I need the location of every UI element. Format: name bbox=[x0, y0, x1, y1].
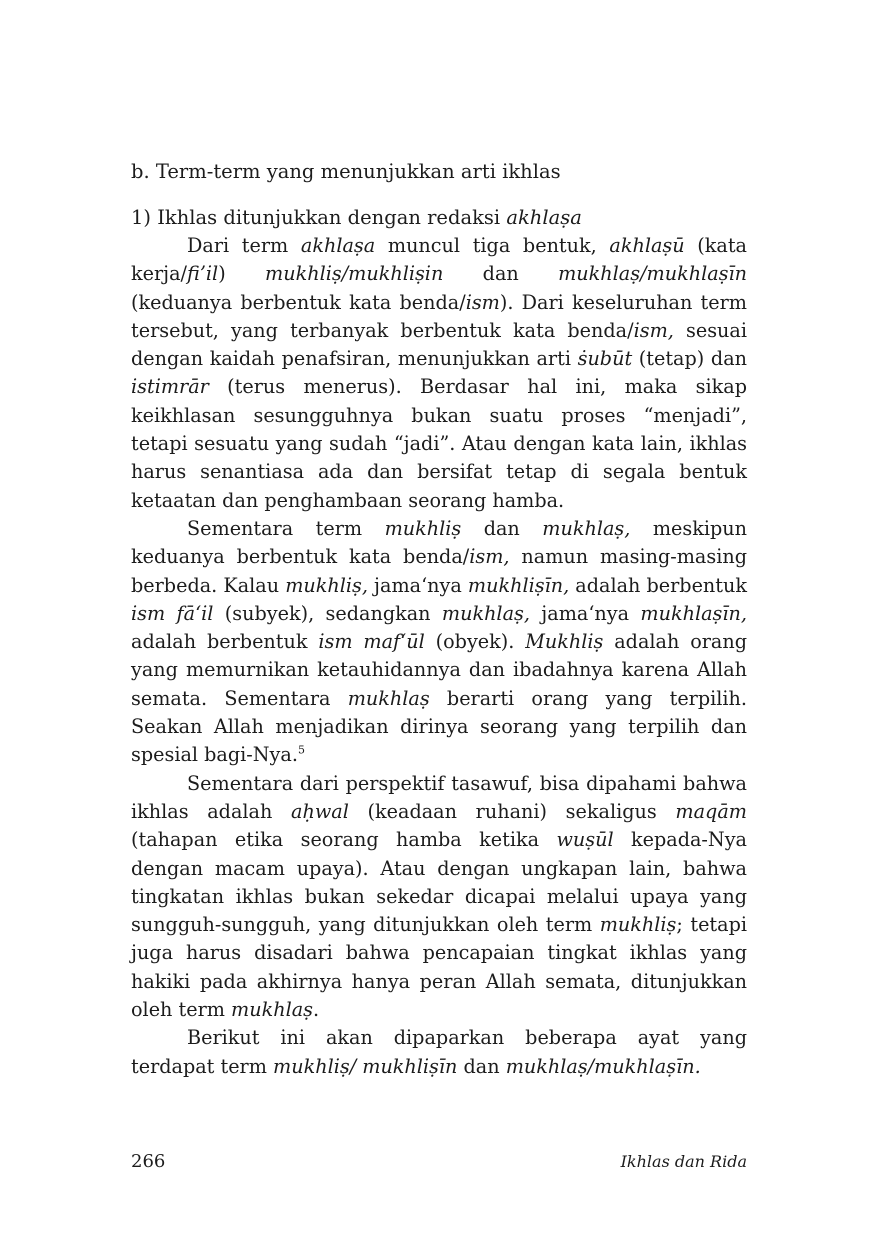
subheading-term: akhlaṣa bbox=[506, 206, 582, 229]
body-text bbox=[131, 232, 747, 1081]
text-run: (tetap) dan bbox=[632, 347, 747, 371]
text-run: ; tetapi juga harus disadari bahwa pencapaian tingkat ikhlas yang hakiki pada akhirnya hanya peran Allah semata, ditunjukkan oleh term bbox=[131, 913, 748, 1022]
text-run: (subyek), sedangkan bbox=[213, 601, 442, 625]
section-heading: b. Term-term yang menunjukkan arti ikhlas bbox=[131, 160, 561, 183]
italic-term: mukhlaṣ, bbox=[542, 516, 631, 540]
text-run: . bbox=[313, 998, 320, 1022]
text-run: Dari term bbox=[187, 234, 301, 257]
italic-term: akhlaṣa bbox=[300, 234, 376, 257]
text-run: (kata kerja/ bbox=[131, 234, 747, 286]
italic-term: mukhlaṣīn, bbox=[640, 601, 747, 625]
italic-term: akhlaṣū bbox=[609, 234, 685, 257]
text-run: (terus menerus). Berdasar hal ini, maka sikap keikhlasan sesungguhnya bukan suatu proses “menjadi”, tetapi sesuatu yang sudah “jadi”. Atau dengan kata lain, ikhlas harus senantiasa ada dan bersifat tetap di segala bentuk ketaatan dan penghambaan seorang hamba. bbox=[131, 375, 747, 512]
text-run: sesuai dengan kaidah penafsiran, menunjukkan arti bbox=[131, 318, 747, 371]
italic-term: wuṣūl bbox=[556, 828, 614, 852]
text-run: Berikut ini akan dipaparkan beberapa ayat yang terdapat term bbox=[131, 1026, 747, 1078]
text-run: adalah orang yang memurnikan ketauhidannya dan ibadahnya karena Allah semata. Sementara bbox=[131, 630, 747, 710]
text-run: ). Dari keseluruhan term tersebut, yang terbanyak berbentuk kata benda/ bbox=[131, 290, 747, 342]
italic-term: mukhlaṣ, bbox=[441, 601, 530, 625]
text-run: (obyek). bbox=[424, 630, 526, 654]
text-run: jama‘nya bbox=[529, 601, 641, 625]
paragraph bbox=[131, 770, 747, 1025]
text-run: Sementara dari perspektif tasawuf, bisa dipahami bahwa ikhlas adalah bbox=[131, 771, 747, 823]
italic-term: maqām bbox=[675, 799, 747, 823]
italic-term: istimrār bbox=[131, 375, 209, 399]
subheading bbox=[131, 204, 582, 232]
text-run: berarti orang yang terpilih. Seakan Allah menjadikan dirinya seorang yang terpilih dan spesial bagi-Nya. bbox=[131, 686, 747, 767]
paragraph bbox=[131, 232, 747, 515]
italic-term: mukhliṣ bbox=[599, 913, 677, 937]
italic-term: mukhlaṣ bbox=[347, 686, 430, 710]
text-run: jama‘nya bbox=[367, 573, 468, 597]
italic-term: ism, bbox=[469, 545, 510, 569]
text-run: meskipun keduanya berbentuk kata benda/ bbox=[131, 516, 747, 569]
text-run: (keadaan ruhani) sekaligus bbox=[348, 799, 676, 823]
italic-term: mukhliṣ bbox=[384, 516, 462, 540]
italic-term: mukhlaṣ/mukhlaṣīn bbox=[558, 262, 747, 286]
text-run: kepada-Nya dengan macam upaya). Atau dengan ungkapan lain, bahwa tingkatan ikhlas bukan sekedar dicapai melalui upaya yang sungguh-sungguh, yang ditunjukkan oleh term bbox=[131, 828, 747, 937]
text-run: adalah berbentuk bbox=[131, 630, 319, 654]
italic-term: mukhliṣīn, bbox=[467, 573, 570, 597]
text-run: muncul tiga bentuk, bbox=[375, 234, 610, 257]
italic-term: aḥwal bbox=[291, 799, 349, 823]
italic-term: ism maf‘ūl bbox=[318, 630, 425, 654]
text-run: (keduanya berbentuk kata benda/ bbox=[131, 290, 466, 314]
italic-term: Mukhliṣ bbox=[525, 630, 604, 654]
italic-term: mukhlaṣ/mukhlaṣīn. bbox=[505, 1054, 701, 1078]
italic-term: ism fā‘il bbox=[131, 601, 214, 625]
italic-term: mukhlaṣ bbox=[231, 998, 314, 1022]
text-run: dan bbox=[461, 516, 543, 540]
italic-term: mukhliṣ/mukhliṣin bbox=[265, 262, 444, 286]
text-run: (tahapan etika seorang hamba ketika bbox=[131, 828, 557, 852]
italic-term: ism, bbox=[633, 318, 674, 342]
text-run: ) bbox=[218, 262, 266, 286]
book-page bbox=[131, 0, 747, 1240]
italic-term: mukhliṣ/ mukhliṣīn bbox=[273, 1054, 458, 1078]
italic-term: mukhliṣ, bbox=[285, 573, 368, 597]
text-run: namun masing-masing berbeda. Kalau bbox=[131, 545, 747, 597]
page-number: 266 bbox=[131, 1151, 166, 1172]
italic-term: fi’il bbox=[187, 262, 219, 286]
italic-term: ṡubūt bbox=[577, 347, 633, 371]
paragraph bbox=[131, 515, 747, 770]
text-run: Sementara term bbox=[187, 516, 385, 540]
italic-term: ism bbox=[465, 290, 500, 314]
text-run: dan bbox=[457, 1054, 506, 1078]
paragraph bbox=[131, 1024, 747, 1081]
footnote-ref: 5 bbox=[297, 743, 305, 757]
text-run: dan bbox=[443, 262, 559, 286]
running-footer: Ikhlas dan Rida bbox=[620, 1152, 747, 1171]
subheading-prefix: 1) Ikhlas ditunjukkan dengan redaksi bbox=[131, 206, 507, 229]
text-run: adalah berbentuk bbox=[569, 573, 747, 597]
